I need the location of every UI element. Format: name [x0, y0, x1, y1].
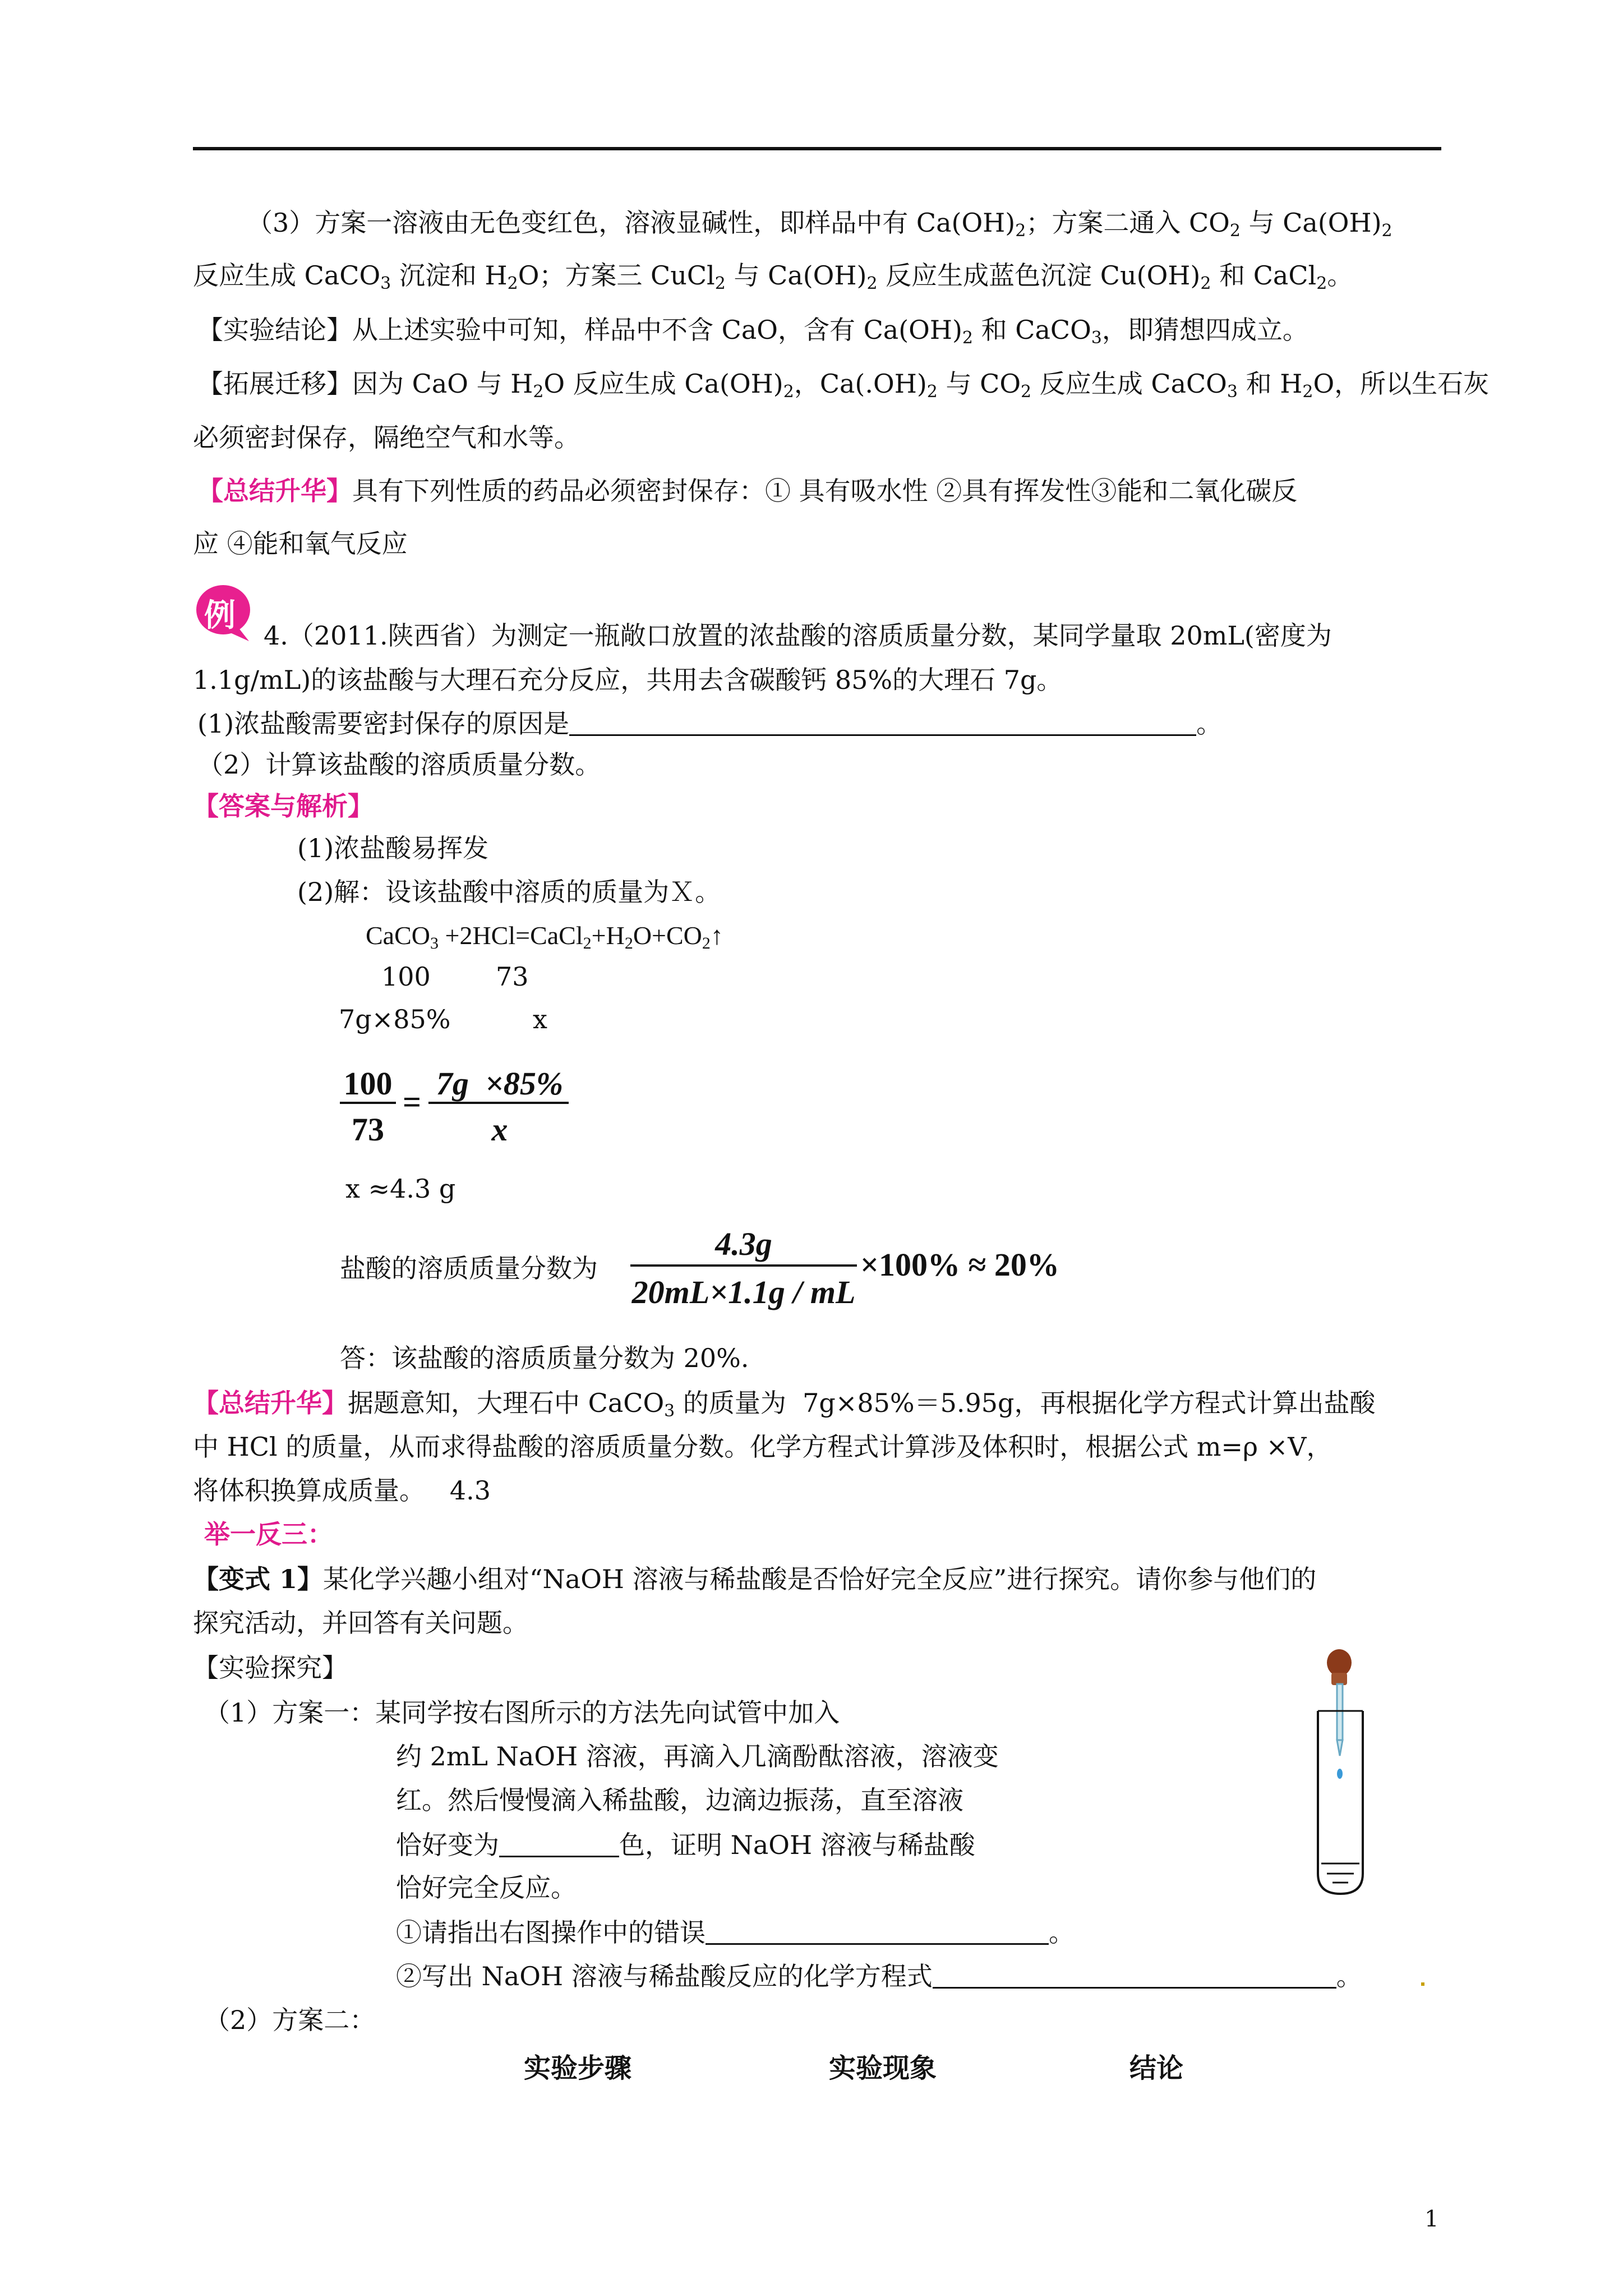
final-answer: 答：该盐酸的溶质质量分数为 20%.	[340, 1343, 749, 1373]
summary-2-label: 【总结升华】	[193, 1388, 348, 1418]
plan-1-line3: 红。然后慢慢滴入稀盐酸，边滴边振荡，直至溶液	[396, 1785, 963, 1815]
example-badge-text: 例	[204, 597, 236, 634]
plan-1-line2: 约 2mL NaOH 溶液，再滴入几滴酚酞溶液，溶液变	[396, 1741, 999, 1772]
plan-2-heading: （2）方案二：	[204, 2005, 376, 2035]
summary-2-line3: 将体积换算成质量。 4.3	[193, 1475, 491, 1506]
summary-2-line2: 中 HCl 的质量，从而求得盐酸的溶质质量分数。化学方程式计算涉及体积时，根据公式 m=ρ ×V，	[193, 1432, 1332, 1462]
summary-2-line1: 【总结升华】据题意知，大理石中 CaCO$_3$ 的质量为 7g×85%＝5.95g，再根据化学方程式计算出盐酸	[193, 1388, 1376, 1421]
example-badge	[193, 581, 258, 642]
summary-1-line2: 应 ④能和氧气反应	[193, 528, 408, 559]
plan-1-line5: 恰好完全反应。	[396, 1872, 577, 1903]
table-header-conclusion: 结论	[1129, 2053, 1184, 2084]
experiment-explore-heading: 【实验探究】	[193, 1653, 348, 1683]
mass-fraction-result: ×100% ≈ 20%	[860, 1246, 1059, 1283]
answer-blank-1[interactable]	[569, 710, 1196, 736]
error-blank[interactable]	[706, 1918, 1049, 1945]
stray-dot	[1421, 1982, 1424, 1986]
example-line1: 4.（2011.陕西省）为测定一瓶敞口放置的浓盐酸的溶质质量分数，某同学量取 20mL(密度为	[264, 620, 1332, 651]
mass-fraction-label: 盐酸的溶质质量分数为	[340, 1253, 598, 1283]
plan-1-line4: 恰好变为 色，证明 NaOH 溶液与稀盐酸	[396, 1830, 975, 1860]
plan-1-error-question: ①请指出右图操作中的错误 。	[396, 1917, 1075, 1948]
molar-mass-hcl: 73	[496, 961, 529, 992]
proportion-right-denominator: x	[491, 1111, 508, 1148]
plan-1-equation-question: ②写出 NaOH 溶液与稀盐酸反应的化学方程式 。	[396, 1961, 1362, 1991]
mass-fraction-bar	[630, 1264, 857, 1267]
ratio-mass: 7g×85%	[339, 1004, 451, 1034]
page-number: 1	[1424, 2206, 1439, 2232]
proportion-left-numerator: 100	[343, 1065, 393, 1102]
table-header-phenomena: 实验现象	[829, 2053, 937, 2084]
variant-1-line2: 探究活动，并回答有关问题。	[193, 1608, 528, 1638]
chemical-equation: CaCO$_3$ $+2HCl=CaCl_2+H_2O+CO_2↑$	[366, 921, 723, 953]
molar-mass-caco3: 100	[381, 961, 431, 992]
test-tube-illustration	[1307, 1644, 1385, 1902]
plan-1-line1: （1）方案一：某同学按右图所示的方法先向试管中加入	[204, 1697, 840, 1728]
proportion-right-numerator: 7g ×85%	[436, 1065, 564, 1102]
proportion-right-bar	[428, 1102, 569, 1104]
ratio-x: x	[533, 1004, 547, 1034]
equation-blank[interactable]	[933, 1962, 1336, 1989]
question-1: (1)浓盐酸需要密封保存的原因是 。	[197, 708, 1223, 739]
para-3-line1: （3）方案一溶液由无色变红色，溶液显碱性，即样品中有 $Ca(OH)_2$；方案二通入 $CO_2$ 与 $Ca(OH)_2$	[247, 208, 1393, 241]
extension-line1: 【拓展迁移】因为 CaO 与 $H_2O$ 反应生成 $Ca(OH)_2$，$Ca(.OH)_2$ 与 $CO_2$ 反应生成 CaCO$_3$ 和 $H_2O$，所以生石灰	[197, 369, 1490, 402]
proportion-left-denominator: 73	[352, 1111, 384, 1148]
para-3-line2: 反应生成 CaCO$_3$ 沉淀和 $H_2O$；方案三 CuCl$_2$ 与 $Ca(OH)_2$ 反应生成蓝色沉淀 $Cu(OH)_2$ 和 CaCl$_2$。	[193, 260, 1353, 293]
header-rule	[193, 147, 1441, 150]
question-2: （2）计算该盐酸的溶质质量分数。	[197, 749, 601, 780]
experiment-conclusion: 【实验结论】从上述实验中可知，样品中不含 CaO，含有 $Ca(OH)_2$ 和 CaCO$_3$，即猜想四成立。	[197, 315, 1308, 348]
summary-1-line1: 【总结升华】具有下列性质的药品必须密封保存：① 具有吸水性 ②具有挥发性③能和二氧化碳反	[197, 476, 1298, 506]
x-result: x ≈4.3 g	[345, 1174, 456, 1204]
color-blank[interactable]	[499, 1831, 619, 1857]
proportion-left-bar	[340, 1102, 396, 1104]
mass-fraction-numerator: 4.3g	[715, 1226, 772, 1262]
mass-fraction-denominator: 20mL×1.1g / mL	[631, 1274, 856, 1310]
variant-1-line1: 【变式 1】某化学兴趣小组对“NaOH 溶液与稀盐酸是否恰好完全反应”进行探究。请你参与他们的	[193, 1564, 1317, 1594]
equals-sign: =	[403, 1084, 422, 1120]
answer-label: 【答案与解析】	[193, 791, 374, 821]
dropper-and-tube-icon	[1307, 1644, 1385, 1902]
answer-1: (1)浓盐酸易挥发	[297, 833, 489, 863]
extension-line2: 必须密封保存，隔绝空气和水等。	[193, 422, 580, 453]
example-line2: 1.1g/mL)的该盐酸与大理石充分反应，共用去含碳酸钙 85%的大理石 7g。	[193, 665, 1063, 695]
table-header-steps: 实验步骤	[524, 2053, 632, 2084]
answer-2: (2)解：设该盐酸中溶质的质量为Ｘ。	[297, 877, 721, 907]
variant-heading: 举一反三：	[204, 1519, 333, 1549]
summary-label: 【总结升华】	[197, 476, 352, 506]
